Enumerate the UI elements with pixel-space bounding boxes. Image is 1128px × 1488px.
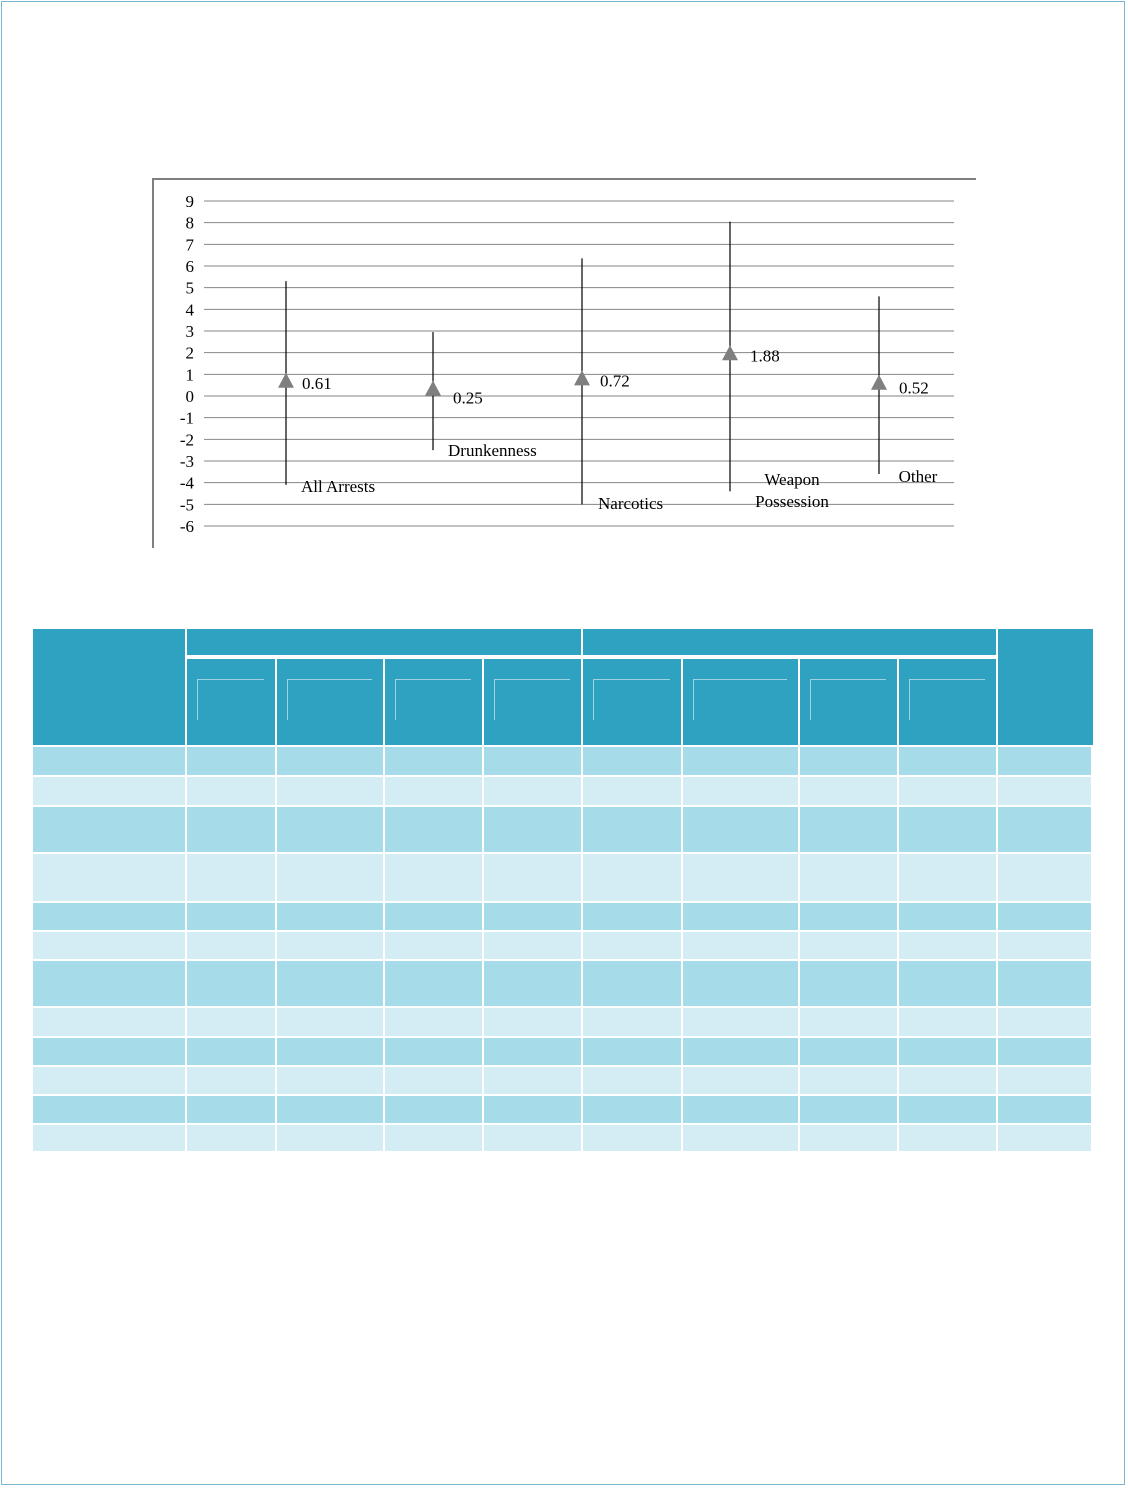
table-cell (683, 854, 798, 901)
category-label: Possession (755, 492, 829, 511)
table-cell (800, 903, 897, 930)
table-cell (484, 777, 581, 805)
series-item-other (871, 296, 938, 486)
y-tick-label: 8 (185, 213, 194, 233)
table-sub-header (484, 659, 581, 745)
y-tick-label: 6 (185, 257, 194, 276)
table-cell (583, 903, 681, 930)
table-cell (484, 961, 581, 1006)
table-cell (484, 747, 581, 775)
table-cell (385, 1008, 482, 1036)
header-cell-mark (909, 679, 985, 720)
table-cell (800, 1096, 897, 1123)
table-cell (33, 747, 185, 775)
table-cell (385, 854, 482, 901)
table-cell (385, 777, 482, 805)
table-cell (583, 1038, 681, 1065)
table-cell (800, 961, 897, 1006)
table-cell (800, 1067, 897, 1094)
category-label: Narcotics (598, 494, 664, 513)
table-cell (998, 961, 1091, 1006)
y-tick-label: 0 (185, 387, 194, 406)
table-cell (484, 1125, 581, 1151)
table-cell (33, 932, 185, 959)
table-cell (187, 777, 275, 805)
table-cell (277, 961, 383, 1006)
y-tick-label: 3 (185, 322, 194, 341)
table-cell (583, 854, 681, 901)
table-cell (899, 1067, 996, 1094)
value-marker (425, 381, 441, 396)
table-cell (33, 1125, 185, 1151)
table-cell (277, 807, 383, 852)
table-cell (385, 1096, 482, 1123)
table-cell (899, 932, 996, 959)
value-label: 0.61 (302, 373, 332, 393)
table-cell (583, 1067, 681, 1094)
table-sub-header (187, 659, 275, 745)
table-cell (187, 807, 275, 852)
y-tick-label: 5 (185, 278, 194, 298)
table-cell (33, 1038, 185, 1065)
table-cell (484, 932, 581, 959)
table-cell (277, 932, 383, 959)
table-sub-header (583, 659, 681, 745)
table-header-last (998, 629, 1093, 745)
value-label: 1.88 (750, 346, 780, 366)
table-cell (277, 777, 383, 805)
header-cell-mark (810, 679, 886, 720)
table-cell (899, 1008, 996, 1036)
table-group-header (583, 629, 996, 655)
table-cell (683, 1067, 798, 1094)
category-label: Other (898, 467, 938, 486)
table-cell (683, 777, 798, 805)
table-cell (385, 932, 482, 959)
table-cell (683, 1125, 798, 1151)
table-cell (998, 854, 1091, 901)
table-cell (277, 747, 383, 775)
table-cell (998, 1125, 1091, 1151)
table-cell (385, 1038, 482, 1065)
value-label: 0.25 (453, 388, 483, 408)
table-cell (998, 932, 1091, 959)
table-cell (187, 1096, 275, 1123)
table-cell (683, 1008, 798, 1036)
table-cell (800, 807, 897, 852)
table-cell (277, 854, 383, 901)
table-cell (800, 747, 897, 775)
table-cell (484, 1067, 581, 1094)
data-table (33, 629, 1093, 1153)
table-cell (800, 1038, 897, 1065)
table-cell (800, 854, 897, 901)
value-marker (278, 373, 294, 388)
table-cell (583, 932, 681, 959)
table-cell (800, 932, 897, 959)
table-cell (583, 747, 681, 775)
value-label: 0.72 (600, 371, 630, 391)
table-cell (385, 1067, 482, 1094)
series-item-weapon-possession (722, 222, 829, 511)
y-tick-label: 7 (185, 235, 194, 255)
table-cell (899, 903, 996, 930)
header-cell-mark (693, 679, 787, 720)
table-cell (484, 854, 581, 901)
value-marker (871, 375, 887, 390)
table-cell (484, 1038, 581, 1065)
category-label: Weapon (764, 470, 820, 489)
header-cell-mark (395, 679, 471, 720)
table-cell (583, 1008, 681, 1036)
category-label: Drunkenness (448, 441, 537, 460)
table-cell (998, 1067, 1091, 1094)
series-item-narcotics (574, 258, 663, 513)
table-cell (484, 903, 581, 930)
table-cell (998, 1008, 1091, 1036)
interval-chart (152, 178, 976, 550)
table-cell (899, 854, 996, 901)
table-sub-header (385, 659, 482, 745)
table-cell (583, 961, 681, 1006)
table-cell (33, 854, 185, 901)
series-item-all-arrests (278, 281, 375, 496)
table-cell (683, 961, 798, 1006)
table-cell (33, 903, 185, 930)
y-tick-label: 1 (185, 365, 194, 385)
table-cell (484, 1008, 581, 1036)
table-cell (800, 777, 897, 805)
table-cell (277, 903, 383, 930)
table-cell (33, 1096, 185, 1123)
table-sub-header (277, 659, 383, 745)
table-cell (33, 961, 185, 1006)
table-cell (385, 903, 482, 930)
table-cell (187, 1067, 275, 1094)
header-cell-mark (197, 679, 264, 720)
category-label: All Arrests (301, 477, 376, 496)
table-sub-header (683, 659, 798, 745)
table-cell (998, 1096, 1091, 1123)
y-tick-labels (180, 192, 195, 536)
table-cell (187, 1125, 275, 1151)
table-cell (998, 747, 1091, 775)
table-cell (385, 961, 482, 1006)
table-cell (683, 747, 798, 775)
series-layer (278, 222, 938, 513)
table-cell (385, 807, 482, 852)
table-cell (683, 932, 798, 959)
table-cell (998, 777, 1091, 805)
table-cell (800, 1008, 897, 1036)
table-cell (583, 1096, 681, 1123)
chart-plot-svg (152, 178, 976, 550)
table-cell (33, 1008, 185, 1036)
table-cell (187, 747, 275, 775)
table-sub-header (800, 659, 897, 745)
table-cell (277, 1008, 383, 1036)
table-cell (683, 807, 798, 852)
table-cell (583, 807, 681, 852)
table-cell (33, 1067, 185, 1094)
y-tick-label: -5 (179, 495, 194, 515)
y-tick-label: 2 (185, 343, 194, 363)
header-cell-mark (494, 679, 570, 720)
table-cell (385, 747, 482, 775)
table-cell (683, 903, 798, 930)
table-header-stub (33, 629, 185, 745)
table-cell (899, 777, 996, 805)
y-tick-label: -2 (179, 430, 194, 450)
table-cell (899, 961, 996, 1006)
table-cell (899, 807, 996, 852)
table-cell (33, 777, 185, 805)
table-cell (187, 854, 275, 901)
table-cell (484, 1096, 581, 1123)
value-label: 0.52 (899, 378, 929, 398)
table-cell (277, 1038, 383, 1065)
table-cell (899, 1125, 996, 1151)
table-cell (187, 932, 275, 959)
table-cell (583, 1125, 681, 1151)
y-tick-label: -4 (179, 473, 194, 493)
table-cell (277, 1125, 383, 1151)
table-cell (998, 1038, 1091, 1065)
table-cell (187, 961, 275, 1006)
y-tick-label: 9 (185, 192, 194, 211)
table-cell (800, 1125, 897, 1151)
table-cell (899, 1038, 996, 1065)
table-cell (385, 1125, 482, 1151)
y-tick-label: -1 (179, 408, 194, 428)
table-cell (899, 1096, 996, 1123)
y-tick-label: -6 (179, 517, 194, 536)
header-cell-mark (593, 679, 670, 720)
table-cell (484, 807, 581, 852)
table-cell (998, 807, 1091, 852)
table-cell (277, 1096, 383, 1123)
y-tick-label: 4 (185, 300, 194, 320)
table-cell (33, 807, 185, 852)
table-cell (187, 1008, 275, 1036)
table-cell (899, 747, 996, 775)
table-cell (187, 903, 275, 930)
table-cell (187, 1038, 275, 1065)
table-cell (277, 1067, 383, 1094)
table-sub-header (899, 659, 996, 745)
table-group-header (187, 629, 581, 655)
table-cell (583, 777, 681, 805)
y-tick-label: -3 (179, 452, 194, 471)
table-cell (683, 1096, 798, 1123)
header-cell-mark (287, 679, 372, 720)
table-cell (683, 1038, 798, 1065)
table-cell (998, 903, 1091, 930)
value-marker (574, 370, 590, 385)
